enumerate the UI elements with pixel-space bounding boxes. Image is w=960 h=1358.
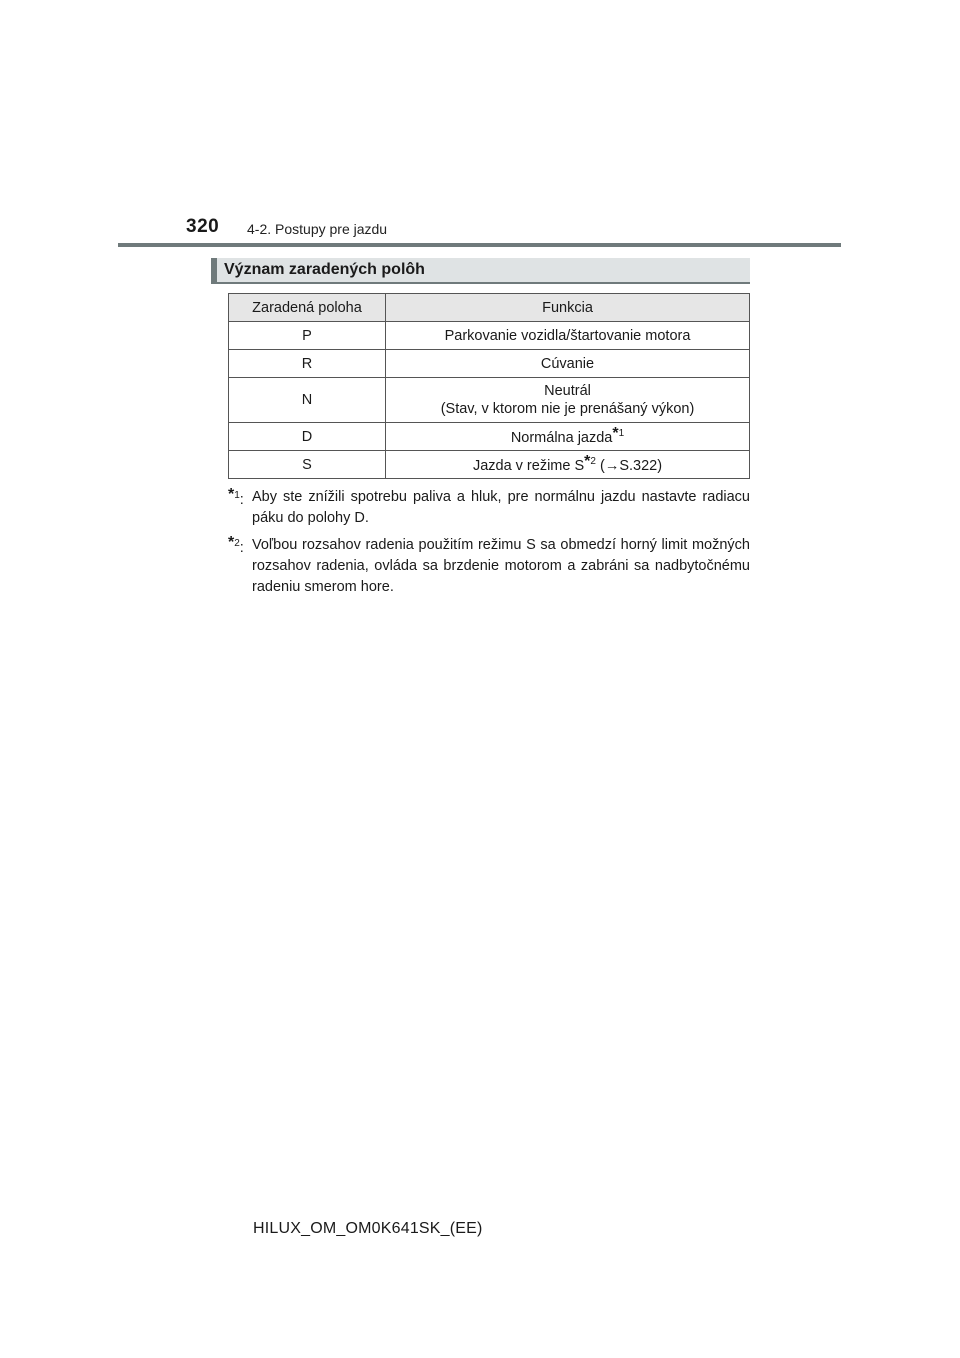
footnote-text: Voľbou rozsahov radenia použitím režimu S sa obmedzí horný limit možných rozsahov radenia, ovláda sa brzdenie motorom a zabráni sa nadbytočnému radeniu smerom hore. (252, 537, 750, 595)
function-cell: Parkovanie vozidla/štartovanie motora (386, 322, 750, 350)
heading-accent-bar (211, 258, 217, 282)
function-text: Jazda v režime S (472, 457, 585, 474)
function-line-1: Neutrál (544, 383, 591, 399)
function-cell (386, 378, 750, 423)
footnotes (228, 487, 750, 604)
footnote (228, 487, 750, 529)
footnote-ref: 1 (618, 427, 625, 439)
function-line-2: (Stav, v ktorom nie je prenášaný výkon) (440, 401, 695, 417)
shift-position-table (228, 293, 750, 479)
footnote-number: 2 (234, 538, 240, 549)
function-cell (386, 423, 750, 451)
footnote (228, 535, 750, 598)
header-rule (118, 243, 841, 247)
position-cell: N (229, 378, 386, 423)
table-row (229, 423, 750, 451)
footnote-text: Aby ste znížili spotrebu paliva a hluk, pre normálnu jazdu nastavte radiacu páku do polohy D. (252, 489, 750, 526)
table-header-function: Funkcia (386, 294, 750, 322)
position-cell: S (229, 451, 386, 479)
table-header-row (229, 294, 750, 322)
page-reference: S.322 (619, 457, 658, 474)
position-cell: D (229, 423, 386, 451)
document-code: HILUX_OM_OM0K641SK_(EE) (253, 1220, 483, 1237)
table-row (229, 322, 750, 350)
footnote-asterisk-icon: * (228, 486, 235, 503)
footnote-marker: *$^1$: (228, 486, 244, 508)
table-header-position: Zaradená poloha (229, 294, 386, 322)
section-path: 4-2. Postupy pre jazdu (247, 221, 388, 237)
function-text: Normálna jazda (510, 429, 613, 446)
page-number: 320 (186, 216, 220, 237)
footnote-ref: 2 (590, 455, 596, 467)
table-row (229, 378, 750, 423)
arrow-right-icon: → (604, 457, 620, 474)
position-cell: R (229, 350, 386, 378)
footnote-asterisk-icon: * (612, 424, 619, 442)
table-row (229, 451, 750, 479)
footnote-asterisk-icon: * (228, 534, 235, 551)
footnote-number: 1 (234, 490, 240, 501)
footnote-marker: *$^2$: (228, 534, 244, 556)
function-cell: Jazda v režime S*$^2$ (→S.322) (386, 451, 750, 479)
section-heading (211, 258, 750, 284)
function-cell: Cúvanie (386, 350, 750, 378)
table-row (229, 350, 750, 378)
footnote-asterisk-icon: * (584, 452, 591, 470)
position-cell: P (229, 322, 386, 350)
section-heading-text: Význam zaradených polôh (224, 261, 425, 278)
